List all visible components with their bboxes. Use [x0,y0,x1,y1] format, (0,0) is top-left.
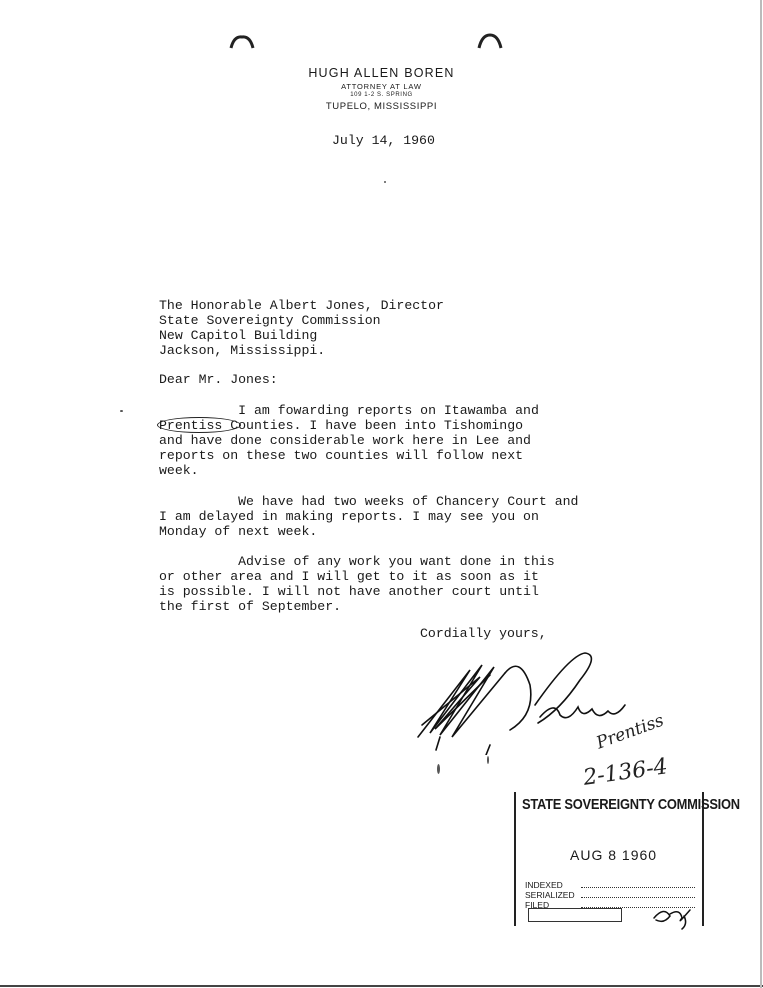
body-line: I am delayed in making reports. I may see you on [159,509,539,524]
stray-mark [437,764,440,774]
body-line: and have done considerable work here in Lee and [159,433,531,448]
stamp-title: STATE SOVEREIGNTY COMMISSION [522,796,740,813]
letterhead-street: 109 1-2 S. SPRING [350,92,413,98]
recipient-line: Jackson, Mississippi. [159,343,326,358]
body-line: Prentiss Counties. I have been into Tishomingo [159,418,524,433]
stray-mark [120,410,123,412]
body-line: I am fowarding reports on Itawamba and [159,403,539,418]
recipient-line: New Capitol Building [159,328,318,343]
body-line: Advise of any work you want done in this [159,554,555,569]
stamp-field-label: INDEXED [525,880,563,890]
handwritten-circle-mark [157,417,241,433]
stamp-field-label: SERIALIZED [525,890,575,900]
body-line: or other area and I will get to it as soon as it [159,569,539,584]
stamp-field-label: FILED [525,900,550,910]
punch-hole-right-icon [476,32,504,50]
salutation: Dear Mr. Jones: [159,372,278,387]
recipient-line: The Honorable Albert Jones, Director [159,298,444,313]
stamp-blank-box [528,908,622,922]
stamp-date: AUG 8 1960 [570,847,658,863]
handwritten-file-number: 2-136-4 [581,754,670,791]
page-right-edge [760,0,762,988]
stamp-field-serialized [525,890,701,900]
stamp-field-indexed [525,880,701,890]
body-line: week. [159,463,199,478]
closing: Cordially yours, [420,626,547,641]
body-line: the first of September. [159,599,342,614]
letterhead-name: HUGH ALLEN BOREN [308,66,455,80]
stray-mark [487,756,489,764]
handwritten-county-note: Prentiss [593,710,667,754]
body-line: Monday of next week. [159,524,318,539]
punch-hole-left-icon [228,34,256,50]
stamp-initials-icon [650,902,696,930]
recipient-line: State Sovereignty Commission [159,313,381,328]
body-line: reports on these two counties will follow next [159,448,524,463]
body-line: We have had two weeks of Chancery Court and [159,494,579,509]
stray-mark [384,181,386,183]
body-line: is possible. I will not have another court until [159,584,539,599]
letter-date: July 14, 1960 [332,133,435,148]
page-bottom-edge [0,985,763,987]
letterhead-title: ATTORNEY AT LAW [341,82,422,91]
received-stamp [514,792,740,926]
letterhead-city: TUPELO, MISSISSIPPI [325,101,438,112]
